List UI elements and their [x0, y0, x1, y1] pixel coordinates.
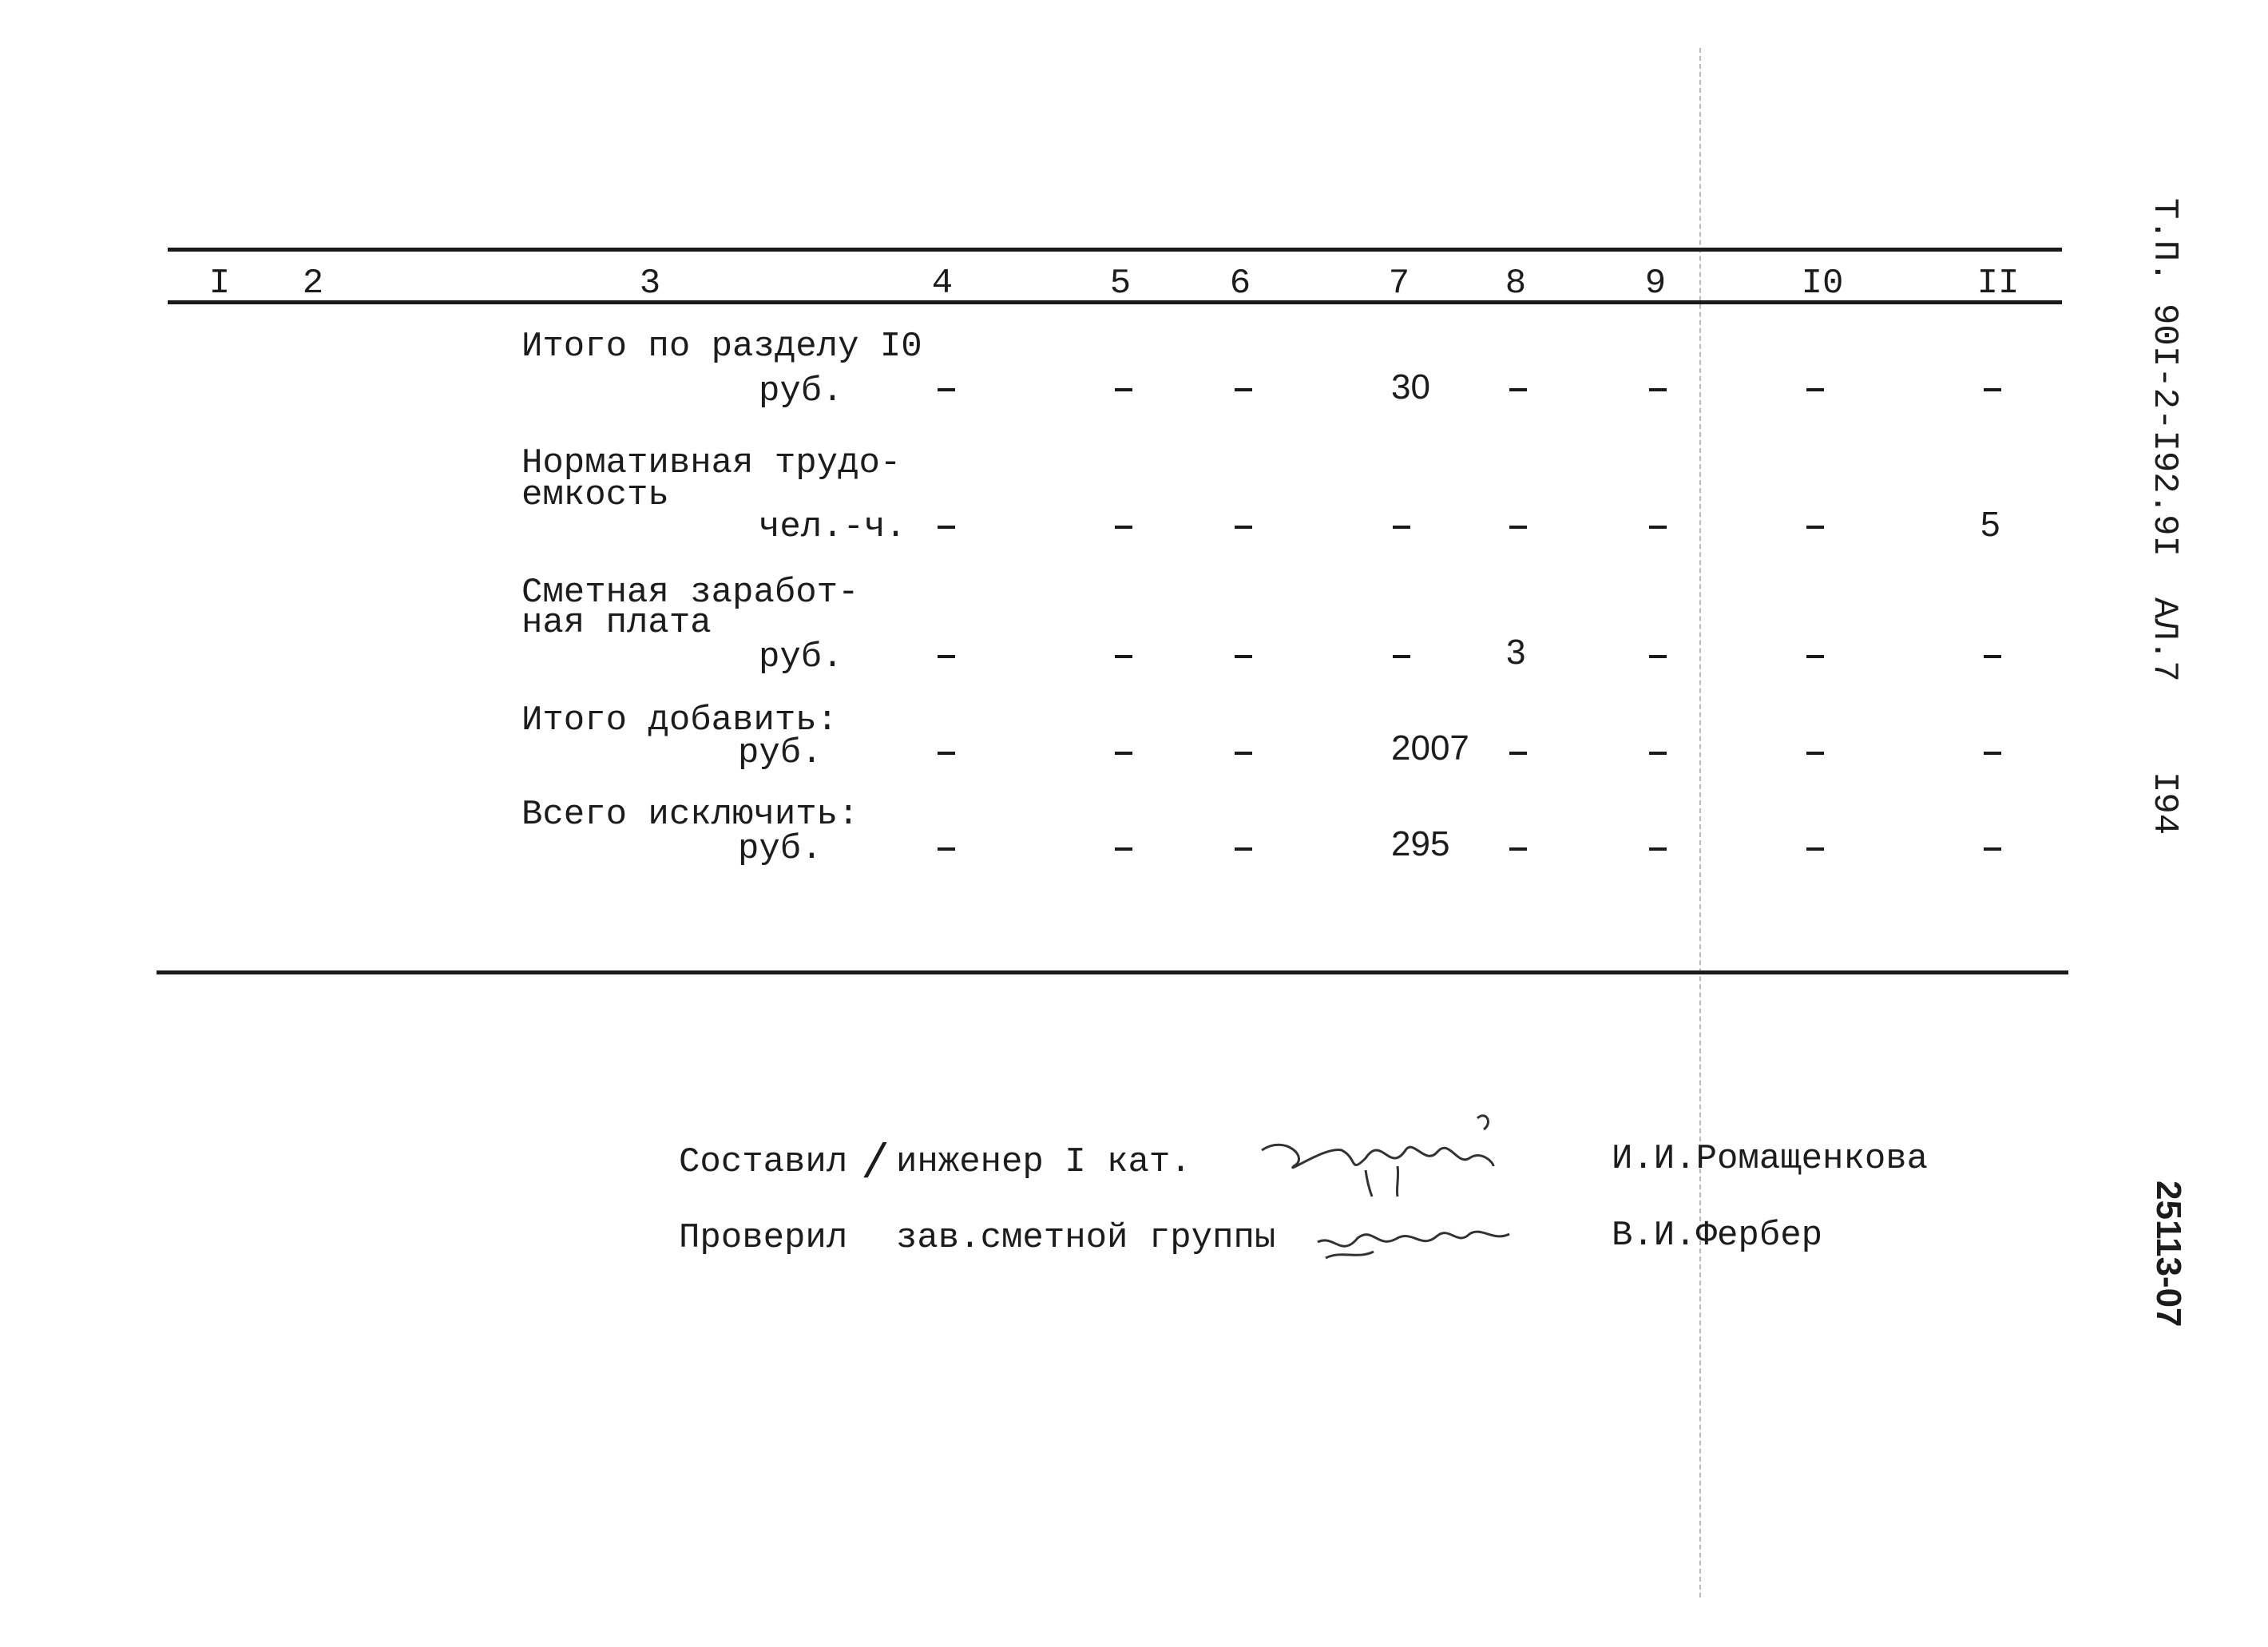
cell-dash — [1509, 752, 1527, 755]
cell-dash — [1984, 847, 2001, 851]
cell-dash — [1984, 752, 2001, 755]
margin-doc-code: Т.П. 90I-2-I92.9I — [2144, 198, 2184, 557]
cell-dash — [938, 752, 955, 755]
row-label: Нормативная трудо- — [521, 443, 902, 483]
cell-dash — [938, 655, 955, 658]
cell-dash — [1984, 655, 2001, 658]
header-col-6: 6 — [1229, 264, 1251, 304]
cell-dash — [1115, 388, 1132, 391]
cell-dash — [1806, 847, 1824, 851]
cell-dash — [1115, 526, 1132, 529]
cell-dash — [1509, 388, 1527, 391]
cell-dash — [1509, 847, 1527, 851]
checked-name: В.И.Фербер — [1612, 1216, 1823, 1256]
row-value-col8: 3 — [1506, 633, 1526, 672]
row-label: емкость — [521, 475, 669, 515]
row-unit: руб. — [738, 733, 823, 773]
row-label: Итого добавить: — [521, 700, 839, 740]
checked-role: зав.сметной группы — [896, 1218, 1276, 1258]
table-top-rule — [168, 248, 2062, 252]
header-col-9: 9 — [1644, 264, 1667, 304]
margin-page: I94 — [2144, 772, 2184, 835]
cell-dash — [1649, 655, 1667, 658]
cell-dash — [1649, 847, 1667, 851]
header-col-3: 3 — [639, 264, 661, 304]
cell-dash — [1115, 847, 1132, 851]
row-label: Всего исключить: — [521, 795, 859, 835]
header-col-4: 4 — [931, 264, 954, 304]
cell-dash — [1509, 526, 1527, 529]
composed-label: Составил — [679, 1142, 848, 1182]
header-col-7: 7 — [1388, 264, 1410, 304]
cell-dash — [938, 388, 955, 391]
row-value-col7: 2007 — [1391, 728, 1469, 768]
cell-dash — [1235, 847, 1252, 851]
row-unit: руб. — [759, 637, 843, 677]
header-col-8: 8 — [1505, 264, 1527, 304]
row-unit: чел.-ч. — [759, 507, 906, 547]
cell-dash — [1806, 388, 1824, 391]
cell-dash — [1115, 752, 1132, 755]
cell-dash — [1235, 388, 1252, 391]
cell-dash — [1984, 388, 2001, 391]
row-value-col7: 30 — [1391, 367, 1430, 407]
cell-dash — [1393, 526, 1410, 529]
cell-dash — [1649, 388, 1667, 391]
row-value-col7: 295 — [1391, 824, 1450, 863]
cell-dash — [1235, 752, 1252, 755]
cell-dash — [1806, 655, 1824, 658]
row-value-col11: 5 — [1981, 505, 2000, 544]
checked-label: Проверил — [679, 1218, 848, 1258]
margin-album: АЛ.7 — [2144, 597, 2184, 682]
cell-dash — [1806, 752, 1824, 755]
cell-dash — [1806, 526, 1824, 529]
row-label: Сметная заработ- — [521, 573, 859, 613]
composer-signature — [1254, 1102, 1509, 1214]
composed-name: И.И.Ромащенкова — [1612, 1139, 1929, 1179]
header-col-2: 2 — [302, 264, 324, 304]
cell-dash — [1649, 752, 1667, 755]
cell-dash — [1393, 655, 1410, 658]
row-label: Итого по разделу I0 — [521, 327, 922, 367]
cell-dash — [1649, 526, 1667, 529]
cell-dash — [1115, 655, 1132, 658]
table-bottom-rule — [157, 970, 2068, 974]
row-unit: руб. — [759, 371, 843, 411]
header-col-11: II — [1977, 264, 2020, 304]
header-col-1: I — [208, 264, 231, 304]
header-col-5: 5 — [1109, 264, 1132, 304]
row-label: ная плата — [521, 603, 712, 643]
cell-dash — [938, 847, 955, 851]
cell-dash — [1235, 526, 1252, 529]
composed-role: инженер I кат. — [896, 1142, 1191, 1182]
row-unit: руб. — [738, 829, 823, 869]
margin-inventory: 25113-07 — [2149, 1181, 2188, 1328]
slash-mark: / — [861, 1138, 890, 1193]
cell-dash — [938, 526, 955, 529]
cell-dash — [1235, 655, 1252, 658]
header-col-10: I0 — [1801, 264, 1844, 304]
checker-signature — [1310, 1202, 1517, 1274]
